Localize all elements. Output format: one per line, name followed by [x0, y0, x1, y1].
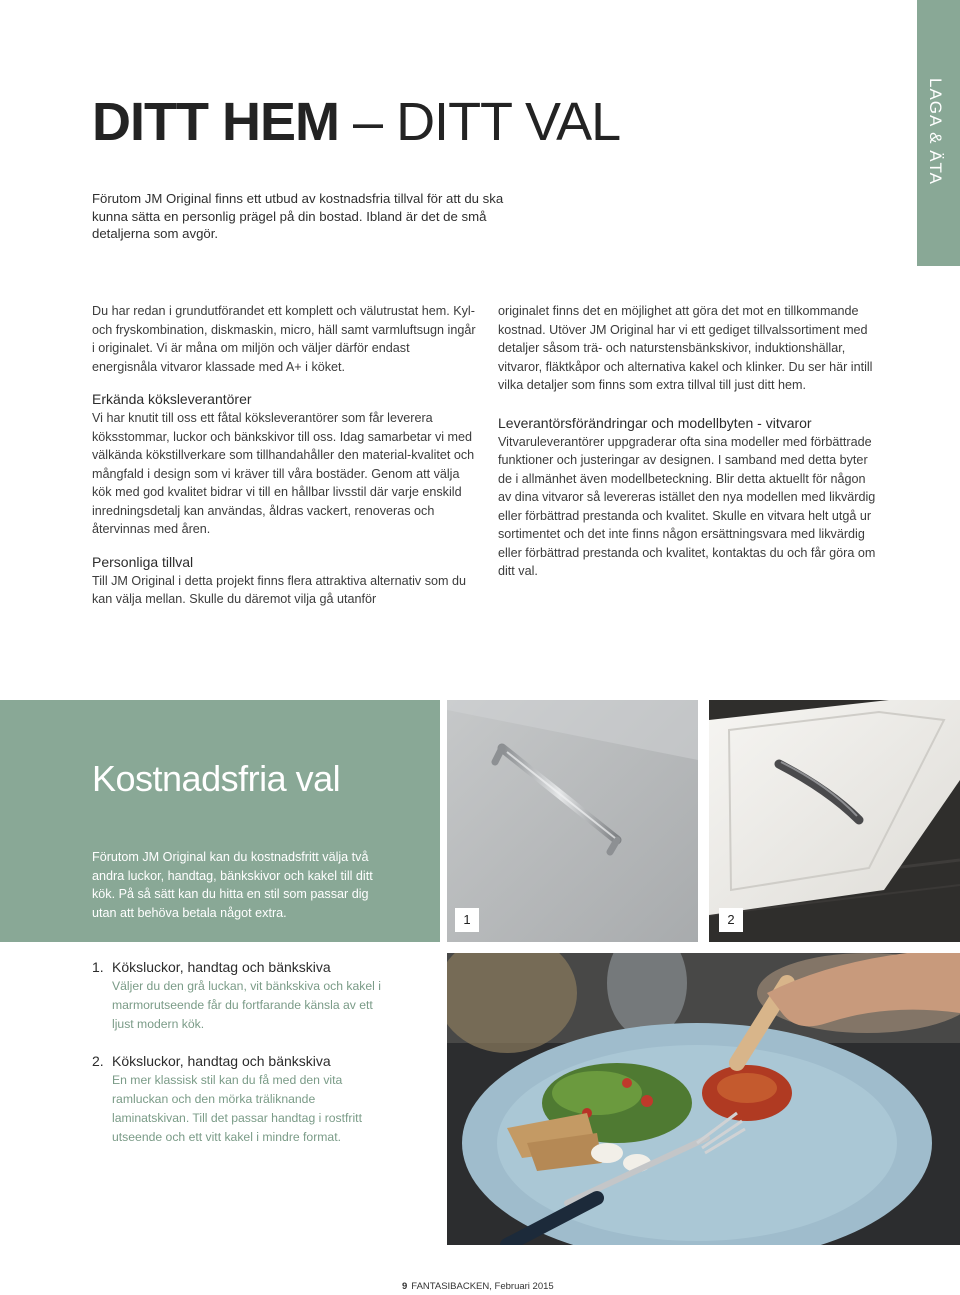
- option-number: 2.: [92, 1053, 104, 1070]
- options-list: [92, 958, 392, 1166]
- left-paragraph-2: Vi har knutit till oss ett fåtal köksleverantörer som får leverera köksstommar, luckor och bänkskivor till oss. Idag samarbetar vi med välkända kökstillverkare som tillhandahåller den material-kvalitet och mångfald i design som vi kräver till våra bostäder. Genom att välja kök med god kvalitet bidrar vi till en hållbar livsstil där varje enskild inredningsdetalj kan användas, åldras vackert, renoveras och återvinnas med åren.: [92, 411, 475, 536]
- page-title: [92, 92, 620, 152]
- intro-text: Förutom JM Original finns ett utbud av kostnadsfria tillval för att du ska kunna sätta en personlig prägel på din bostad. Ibland är det de små detaljerna som avgör.: [92, 191, 504, 241]
- right-paragraph-1: originalet finns det en möjlighet att göra det mot en tillkommande kostnad. Utöver JM Original har vi ett gediget tillvalssortiment med detaljer såsom trä- och naturstensbänkskivor, induktionshällar, vitvaror, fläktkåpor och alternativa kakel och klinker. Du ser här intill vilka detaljer som finns som extra tillval till just ditt hem.: [498, 304, 873, 392]
- option-text: Väljer du den grå luckan, vit bänkskiva och kakel i marmorutseende får du fortfarande känsla av ett ljust modern kök.: [112, 979, 381, 1031]
- left-paragraph-3: Till JM Original i detta projekt finns flera attraktiva alternativ som du kan välja mellan. Skulle du däremot vilja gå utanför: [92, 573, 466, 606]
- feature-title: Kostnadsfria val: [92, 758, 341, 799]
- title-dash: –: [353, 92, 383, 152]
- option-heading: [92, 958, 392, 977]
- left-column: [92, 302, 477, 609]
- left-paragraph-1: Du har redan i grundutförandet ett komplett och välutrustat hem. Kyl- och fryskombination, diskmaskin, micro, häll samt varmluftsugn ingår i originalet. Vi är måna om miljön och väljer därför endast energisnåla vitvaror klassade med A+ i köket.: [92, 304, 476, 374]
- food-plate-illustration: [447, 953, 960, 1245]
- photo-grey-door: [447, 700, 698, 942]
- option-number: 1.: [92, 959, 104, 975]
- option-title: Köksluckor, handtag och bänkskiva: [112, 959, 331, 975]
- publication-date: Februari 2015: [494, 1281, 554, 1292]
- option-item: [92, 1052, 392, 1146]
- page-footer: [402, 1281, 554, 1292]
- option-heading: [92, 1052, 392, 1071]
- title-bold: DITT HEM: [92, 92, 339, 152]
- heading-personal-options: Personliga tillval: [92, 553, 194, 570]
- right-paragraph-2: Vitvaruleverantörer uppgraderar ofta sina modeller med förbättrade funktioner och justeringar av designen. I samband med detta byter de i allmänhet även modellbeteckning. Blir detta aktuellt för någon av dina vitvaror så levereras istället den nya modellen med likvärdig eller förbättrad prestanda och kvalitet. Skulle en vitvara helt utgå ur sortimentet och det inte finns någon ersättningsvara med likvärdig eller förbättrad prestanda och kvalitet, kontaktas du och får göra om ditt val.: [498, 434, 876, 578]
- page-number: 9: [402, 1281, 408, 1292]
- option-title: Köksluckor, handtag och bänkskiva: [112, 1053, 331, 1070]
- photo-food-plate: [447, 953, 960, 1245]
- option-text: En mer klassisk stil kan du få med den vita ramluckan och den mörka träliknande laminatskivan. Till det passar handtag i rostfritt utseende och ett vitt kakel i mindre format.: [112, 1073, 362, 1144]
- heading-supplier-changes: Leverantörsförändringar och modellbyten - vitvaror: [498, 414, 812, 431]
- photo-label-2: 2: [719, 908, 743, 932]
- right-column: [498, 302, 878, 581]
- publication-name: FANTASIBACKEN,: [411, 1281, 492, 1292]
- option-item: [92, 958, 392, 1033]
- white-door-illustration: [709, 700, 960, 942]
- section-tab: [917, 0, 960, 266]
- section-tab-label: LAGA & ÄTA: [926, 78, 945, 186]
- photo-label-1: 1: [455, 908, 479, 932]
- photo-white-door: [709, 700, 960, 942]
- grey-door-illustration: [447, 700, 698, 942]
- title-light: DITT VAL: [396, 92, 621, 152]
- feature-text: Förutom JM Original kan du kostnadsfritt välja två andra luckor, handtag, bänkskivor och kakel till ditt kök. På så sätt kan du hitta en stil som passar dig utan att behöva betala något extra.: [92, 850, 373, 920]
- heading-kitchen-suppliers: Erkända köksleverantörer: [92, 391, 252, 407]
